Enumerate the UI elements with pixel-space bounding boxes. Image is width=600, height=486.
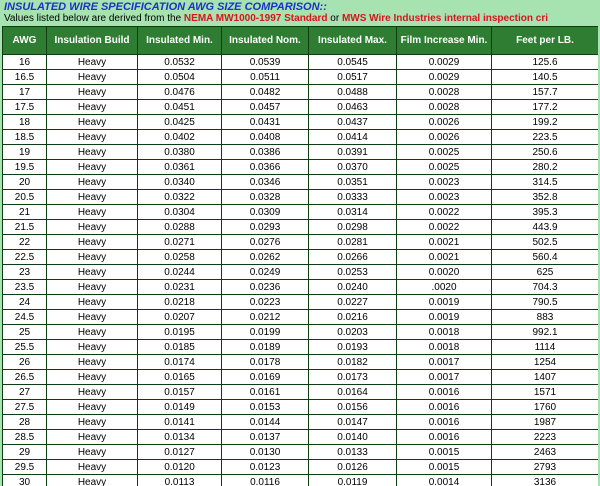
cell-insulation-build: Heavy (47, 100, 138, 115)
cell-awg: 19.5 (3, 160, 47, 175)
cell-feet-per-lb: 560.4 (492, 250, 599, 265)
cell-awg: 21 (3, 205, 47, 220)
cell-feet-per-lb: 250.6 (492, 145, 599, 160)
cell-insulated-max: 0.0182 (309, 355, 397, 370)
cell-film-increase-min: 0.0020 (397, 265, 492, 280)
cell-insulated-max: 0.0203 (309, 325, 397, 340)
cell-feet-per-lb: 992.1 (492, 325, 599, 340)
cell-insulated-nom: 0.0457 (222, 100, 309, 115)
cell-insulated-min: 0.0304 (138, 205, 222, 220)
cell-awg: 24.5 (3, 310, 47, 325)
cell-awg: 20 (3, 175, 47, 190)
cell-insulation-build: Heavy (47, 400, 138, 415)
cell-film-increase-min: 0.0026 (397, 115, 492, 130)
cell-feet-per-lb: 395.3 (492, 205, 599, 220)
cell-insulation-build: Heavy (47, 235, 138, 250)
cell-insulation-build: Heavy (47, 340, 138, 355)
cell-insulated-nom: 0.0386 (222, 145, 309, 160)
table-row (3, 115, 599, 130)
cell-insulated-nom: 0.0223 (222, 295, 309, 310)
table-row (3, 430, 599, 445)
cell-film-increase-min: 0.0014 (397, 475, 492, 486)
cell-insulation-build: Heavy (47, 475, 138, 486)
cell-insulated-nom: 0.0130 (222, 445, 309, 460)
cell-awg: 17.5 (3, 100, 47, 115)
cell-feet-per-lb: 1407 (492, 370, 599, 385)
cell-feet-per-lb: 177.2 (492, 100, 599, 115)
cell-film-increase-min: .0020 (397, 280, 492, 295)
cell-feet-per-lb: 625 (492, 265, 599, 280)
cell-insulation-build: Heavy (47, 190, 138, 205)
cell-film-increase-min: 0.0018 (397, 340, 492, 355)
cell-insulated-min: 0.0361 (138, 160, 222, 175)
cell-insulated-min: 0.0322 (138, 190, 222, 205)
cell-insulation-build: Heavy (47, 370, 138, 385)
table-row (3, 325, 599, 340)
cell-film-increase-min: 0.0016 (397, 385, 492, 400)
cell-insulation-build: Heavy (47, 85, 138, 100)
cell-film-increase-min: 0.0017 (397, 355, 492, 370)
cell-insulation-build: Heavy (47, 295, 138, 310)
cell-insulation-build: Heavy (47, 250, 138, 265)
cell-film-increase-min: 0.0017 (397, 370, 492, 385)
cell-insulation-build: Heavy (47, 145, 138, 160)
header-insulated-nom: Insulated Nom. (222, 27, 309, 55)
cell-film-increase-min: 0.0022 (397, 205, 492, 220)
cell-film-increase-min: 0.0029 (397, 55, 492, 70)
cell-insulated-max: 0.0156 (309, 400, 397, 415)
table-row (3, 445, 599, 460)
table-row (3, 460, 599, 475)
cell-insulated-min: 0.0120 (138, 460, 222, 475)
cell-feet-per-lb: 352.8 (492, 190, 599, 205)
cell-insulated-nom: 0.0137 (222, 430, 309, 445)
cell-awg: 22.5 (3, 250, 47, 265)
cell-awg: 29 (3, 445, 47, 460)
cell-insulation-build: Heavy (47, 205, 138, 220)
table-row (3, 400, 599, 415)
cell-insulation-build: Heavy (47, 445, 138, 460)
cell-awg: 27.5 (3, 400, 47, 415)
cell-insulated-nom: 0.0189 (222, 340, 309, 355)
header-awg: AWG (3, 27, 47, 55)
cell-insulated-min: 0.0402 (138, 130, 222, 145)
cell-feet-per-lb: 280.2 (492, 160, 599, 175)
cell-feet-per-lb: 1987 (492, 415, 599, 430)
cell-insulated-nom: 0.0539 (222, 55, 309, 70)
cell-insulation-build: Heavy (47, 280, 138, 295)
table-row (3, 145, 599, 160)
cell-insulated-min: 0.0113 (138, 475, 222, 486)
cell-insulated-min: 0.0504 (138, 70, 222, 85)
cell-film-increase-min: 0.0019 (397, 310, 492, 325)
cell-insulation-build: Heavy (47, 160, 138, 175)
cell-insulation-build: Heavy (47, 430, 138, 445)
cell-awg: 28.5 (3, 430, 47, 445)
table-row (3, 340, 599, 355)
cell-insulated-nom: 0.0144 (222, 415, 309, 430)
cell-feet-per-lb: 2223 (492, 430, 599, 445)
cell-insulated-max: 0.0437 (309, 115, 397, 130)
cell-insulation-build: Heavy (47, 385, 138, 400)
cell-feet-per-lb: 125.6 (492, 55, 599, 70)
cell-insulated-min: 0.0231 (138, 280, 222, 295)
cell-film-increase-min: 0.0018 (397, 325, 492, 340)
cell-insulated-max: 0.0140 (309, 430, 397, 445)
cell-film-increase-min: 0.0023 (397, 190, 492, 205)
cell-insulated-min: 0.0157 (138, 385, 222, 400)
cell-insulated-min: 0.0532 (138, 55, 222, 70)
cell-insulated-nom: 0.0346 (222, 175, 309, 190)
cell-insulated-max: 0.0266 (309, 250, 397, 265)
cell-insulated-min: 0.0165 (138, 370, 222, 385)
table-row (3, 175, 599, 190)
cell-film-increase-min: 0.0016 (397, 430, 492, 445)
cell-insulated-max: 0.0173 (309, 370, 397, 385)
cell-feet-per-lb: 2793 (492, 460, 599, 475)
cell-feet-per-lb: 443.9 (492, 220, 599, 235)
cell-insulation-build: Heavy (47, 265, 138, 280)
cell-insulated-max: 0.0488 (309, 85, 397, 100)
cell-feet-per-lb: 1254 (492, 355, 599, 370)
header-film-increase-min: Film Increase Min. (397, 27, 492, 55)
cell-film-increase-min: 0.0025 (397, 160, 492, 175)
cell-feet-per-lb: 140.5 (492, 70, 599, 85)
cell-insulated-max: 0.0164 (309, 385, 397, 400)
cell-insulated-min: 0.0244 (138, 265, 222, 280)
cell-awg: 26.5 (3, 370, 47, 385)
subtitle-source-mws: MWS Wire Industries internal inspection cri (341, 13, 548, 24)
cell-feet-per-lb: 1571 (492, 385, 599, 400)
cell-awg: 25 (3, 325, 47, 340)
cell-film-increase-min: 0.0025 (397, 145, 492, 160)
cell-film-increase-min: 0.0022 (397, 220, 492, 235)
cell-awg: 18 (3, 115, 47, 130)
cell-insulation-build: Heavy (47, 460, 138, 475)
cell-insulated-max: 0.0240 (309, 280, 397, 295)
table-row (3, 190, 599, 205)
cell-insulated-min: 0.0258 (138, 250, 222, 265)
cell-insulation-build: Heavy (47, 55, 138, 70)
cell-insulated-nom: 0.0431 (222, 115, 309, 130)
cell-insulated-nom: 0.0408 (222, 130, 309, 145)
table-row (3, 250, 599, 265)
cell-film-increase-min: 0.0021 (397, 250, 492, 265)
table-body (3, 55, 599, 486)
cell-insulated-max: 0.0314 (309, 205, 397, 220)
cell-film-increase-min: 0.0016 (397, 400, 492, 415)
cell-insulated-nom: 0.0293 (222, 220, 309, 235)
cell-insulated-max: 0.0227 (309, 295, 397, 310)
cell-feet-per-lb: 883 (492, 310, 599, 325)
cell-insulated-min: 0.0149 (138, 400, 222, 415)
cell-insulated-min: 0.0141 (138, 415, 222, 430)
cell-film-increase-min: 0.0028 (397, 100, 492, 115)
cell-insulated-min: 0.0174 (138, 355, 222, 370)
header-insulation-build: Insulation Build (47, 27, 138, 55)
cell-insulated-max: 0.0216 (309, 310, 397, 325)
table-row (3, 55, 599, 70)
cell-feet-per-lb: 790.5 (492, 295, 599, 310)
cell-awg: 17 (3, 85, 47, 100)
cell-awg: 22 (3, 235, 47, 250)
cell-insulated-nom: 0.0236 (222, 280, 309, 295)
cell-film-increase-min: 0.0023 (397, 175, 492, 190)
cell-feet-per-lb: 2463 (492, 445, 599, 460)
table-row (3, 265, 599, 280)
cell-insulated-max: 0.0463 (309, 100, 397, 115)
cell-film-increase-min: 0.0028 (397, 85, 492, 100)
cell-insulated-min: 0.0476 (138, 85, 222, 100)
cell-insulated-min: 0.0271 (138, 235, 222, 250)
cell-awg: 18.5 (3, 130, 47, 145)
cell-insulated-max: 0.0545 (309, 55, 397, 70)
spec-table-container (2, 26, 598, 486)
cell-feet-per-lb: 3136 (492, 475, 599, 486)
cell-insulated-max: 0.0333 (309, 190, 397, 205)
table-row (3, 415, 599, 430)
cell-insulated-min: 0.0185 (138, 340, 222, 355)
cell-insulation-build: Heavy (47, 310, 138, 325)
cell-awg: 30 (3, 475, 47, 486)
cell-insulated-min: 0.0288 (138, 220, 222, 235)
cell-awg: 24 (3, 295, 47, 310)
table-row (3, 280, 599, 295)
cell-feet-per-lb: 157.7 (492, 85, 599, 100)
cell-film-increase-min: 0.0019 (397, 295, 492, 310)
cell-insulated-nom: 0.0161 (222, 385, 309, 400)
cell-insulated-max: 0.0193 (309, 340, 397, 355)
cell-insulated-max: 0.0147 (309, 415, 397, 430)
table-row (3, 205, 599, 220)
cell-insulated-max: 0.0370 (309, 160, 397, 175)
cell-insulated-max: 0.0391 (309, 145, 397, 160)
cell-film-increase-min: 0.0015 (397, 445, 492, 460)
cell-insulated-min: 0.0134 (138, 430, 222, 445)
cell-insulated-nom: 0.0199 (222, 325, 309, 340)
cell-insulated-nom: 0.0328 (222, 190, 309, 205)
cell-film-increase-min: 0.0015 (397, 460, 492, 475)
table-row (3, 235, 599, 250)
cell-insulated-nom: 0.0511 (222, 70, 309, 85)
cell-insulated-nom: 0.0169 (222, 370, 309, 385)
cell-film-increase-min: 0.0029 (397, 70, 492, 85)
cell-insulated-min: 0.0340 (138, 175, 222, 190)
cell-awg: 28 (3, 415, 47, 430)
cell-insulated-min: 0.0127 (138, 445, 222, 460)
table-row (3, 310, 599, 325)
cell-insulated-min: 0.0207 (138, 310, 222, 325)
header-feet-per-lb: Feet per LB. (492, 27, 599, 55)
awg-spec-table (2, 26, 598, 486)
cell-awg: 25.5 (3, 340, 47, 355)
cell-insulated-max: 0.0351 (309, 175, 397, 190)
cell-awg: 20.5 (3, 190, 47, 205)
cell-feet-per-lb: 502.5 (492, 235, 599, 250)
cell-awg: 16 (3, 55, 47, 70)
cell-insulated-nom: 0.0262 (222, 250, 309, 265)
subtitle-connector: or (327, 13, 342, 24)
cell-awg: 16.5 (3, 70, 47, 85)
subtitle-source-nema: NEMA MW1000-1997 Standard (183, 13, 328, 24)
cell-awg: 19 (3, 145, 47, 160)
cell-insulated-max: 0.0414 (309, 130, 397, 145)
cell-insulated-nom: 0.0366 (222, 160, 309, 175)
cell-insulated-nom: 0.0482 (222, 85, 309, 100)
cell-insulated-min: 0.0195 (138, 325, 222, 340)
cell-insulation-build: Heavy (47, 325, 138, 340)
header-insulated-max: Insulated Max. (309, 27, 397, 55)
table-row (3, 130, 599, 145)
cell-insulated-max: 0.0281 (309, 235, 397, 250)
cell-feet-per-lb: 1760 (492, 400, 599, 415)
table-row (3, 370, 599, 385)
cell-insulated-min: 0.0425 (138, 115, 222, 130)
cell-feet-per-lb: 314.5 (492, 175, 599, 190)
page-title: INSULATED WIRE SPECIFICATION AWG SIZE COMPARISON:: (4, 1, 327, 13)
cell-insulated-max: 0.0298 (309, 220, 397, 235)
cell-insulated-max: 0.0253 (309, 265, 397, 280)
cell-film-increase-min: 0.0026 (397, 130, 492, 145)
cell-awg: 23.5 (3, 280, 47, 295)
cell-insulated-min: 0.0451 (138, 100, 222, 115)
cell-insulated-nom: 0.0249 (222, 265, 309, 280)
cell-insulated-nom: 0.0116 (222, 475, 309, 486)
cell-feet-per-lb: 223.5 (492, 130, 599, 145)
cell-insulation-build: Heavy (47, 220, 138, 235)
cell-insulation-build: Heavy (47, 415, 138, 430)
cell-feet-per-lb: 1114 (492, 340, 599, 355)
table-header-row (3, 27, 599, 55)
cell-insulated-nom: 0.0309 (222, 205, 309, 220)
cell-awg: 29.5 (3, 460, 47, 475)
cell-insulated-nom: 0.0123 (222, 460, 309, 475)
cell-insulated-max: 0.0119 (309, 475, 397, 486)
page-subtitle (4, 13, 548, 24)
table-row (3, 355, 599, 370)
table-row (3, 475, 599, 486)
cell-feet-per-lb: 199.2 (492, 115, 599, 130)
cell-insulated-nom: 0.0178 (222, 355, 309, 370)
cell-insulation-build: Heavy (47, 115, 138, 130)
cell-insulation-build: Heavy (47, 70, 138, 85)
table-row (3, 160, 599, 175)
cell-insulated-nom: 0.0276 (222, 235, 309, 250)
table-row (3, 85, 599, 100)
table-row (3, 220, 599, 235)
cell-awg: 21.5 (3, 220, 47, 235)
cell-insulated-max: 0.0517 (309, 70, 397, 85)
cell-insulated-nom: 0.0212 (222, 310, 309, 325)
cell-insulated-min: 0.0380 (138, 145, 222, 160)
cell-insulated-min: 0.0218 (138, 295, 222, 310)
table-row (3, 100, 599, 115)
cell-insulation-build: Heavy (47, 355, 138, 370)
table-row (3, 295, 599, 310)
cell-awg: 23 (3, 265, 47, 280)
cell-awg: 27 (3, 385, 47, 400)
table-row (3, 70, 599, 85)
cell-insulated-nom: 0.0153 (222, 400, 309, 415)
cell-insulated-max: 0.0126 (309, 460, 397, 475)
cell-film-increase-min: 0.0021 (397, 235, 492, 250)
cell-insulation-build: Heavy (47, 130, 138, 145)
cell-insulation-build: Heavy (47, 175, 138, 190)
cell-insulated-max: 0.0133 (309, 445, 397, 460)
table-row (3, 385, 599, 400)
subtitle-prefix: Values listed below are derived from the (4, 13, 184, 24)
header-insulated-min: Insulated Min. (138, 27, 222, 55)
cell-awg: 26 (3, 355, 47, 370)
cell-feet-per-lb: 704.3 (492, 280, 599, 295)
cell-film-increase-min: 0.0016 (397, 415, 492, 430)
